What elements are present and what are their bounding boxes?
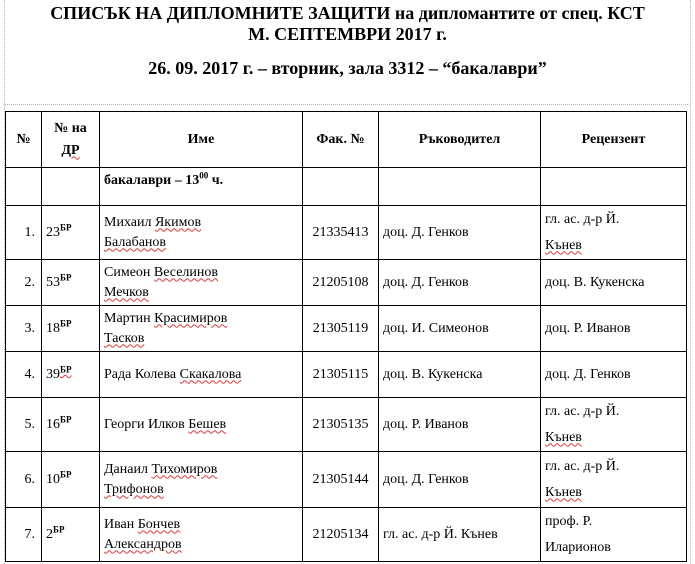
- table-row: [6, 306, 687, 352]
- row-reviewer-line2: Кънев: [545, 429, 582, 445]
- row-name-last: Тасков: [104, 330, 145, 346]
- row-name-first: Данаил: [104, 461, 148, 477]
- row-supervisor: доц. Р. Иванов: [379, 398, 541, 452]
- row-reviewer-line1: гл. ас. д-р Й.: [545, 211, 620, 227]
- row-name: [100, 352, 303, 398]
- group-cell-empty: [303, 168, 379, 206]
- table-row: [6, 352, 687, 398]
- row-reviewer: [541, 352, 687, 398]
- row-dr-suffix: БР: [60, 413, 72, 424]
- header-session: 26. 09. 2017 г. – вторник, зала 3312 – “бакалаври”: [148, 58, 547, 78]
- row-reviewer-line2: Иларионов: [545, 539, 611, 555]
- table-row: [6, 206, 687, 260]
- row-name: [100, 206, 303, 260]
- row-reviewer-line1: доц. Р. Иванов: [545, 320, 631, 336]
- row-name: [100, 452, 303, 508]
- row-fac-number: 21305119: [303, 306, 379, 352]
- group-cell-empty: [42, 168, 100, 206]
- col-header-dr-line2: ДР: [61, 142, 80, 158]
- row-number: 1.: [6, 206, 42, 260]
- row-dr: [42, 398, 100, 452]
- row-dr-value: 10: [46, 471, 60, 487]
- group-time-sup: 00: [199, 170, 209, 181]
- row-name-first: Мартин: [104, 310, 151, 326]
- row-fac-number: 21305144: [303, 452, 379, 508]
- row-fac-number: 21305135: [303, 398, 379, 452]
- row-reviewer: [541, 508, 687, 562]
- col-header-name: Име: [100, 112, 303, 168]
- row-dr: [42, 452, 100, 508]
- row-dr-value: 2: [46, 526, 53, 542]
- row-reviewer: [541, 398, 687, 452]
- row-name-last: Мечков: [104, 284, 149, 300]
- document-header: [0, 3, 695, 79]
- row-name: [100, 508, 303, 562]
- col-header-dr: [42, 112, 100, 168]
- row-name-first: Михаил: [104, 214, 152, 230]
- header-title: СПИСЪК НА ДИПЛОМНИТЕ ЗАЩИТИ на дипломантите от спец. КСТ: [50, 3, 645, 23]
- group-cell-empty: [541, 168, 687, 206]
- row-dr-suffix: БР: [53, 523, 65, 534]
- row-reviewer: [541, 206, 687, 260]
- col-header-num: №: [6, 112, 42, 168]
- row-name-last: Трифонов: [104, 481, 164, 497]
- row-number: 3.: [6, 306, 42, 352]
- row-name-middle: Скакалова: [179, 366, 242, 382]
- row-name-middle: Веселинов: [153, 264, 218, 280]
- group-label-text: бакалаври – 13: [104, 173, 200, 188]
- row-fac-number: 21335413: [303, 206, 379, 260]
- row-reviewer: [541, 452, 687, 508]
- table-row: [6, 398, 687, 452]
- row-dr-suffix: БР: [60, 317, 72, 328]
- header-month: М. СЕПТЕМВРИ 2017 г.: [248, 24, 447, 44]
- row-dr-value: 23: [46, 224, 60, 240]
- col-header-dr-line1: № на: [54, 120, 87, 136]
- group-row: [6, 168, 687, 206]
- row-reviewer-line1: доц. В. Кукенска: [545, 274, 645, 290]
- row-name-first: Рада Колева: [104, 366, 177, 382]
- row-name-middle: Бончев: [137, 516, 181, 532]
- row-dr-suffix: БР: [60, 363, 72, 374]
- row-dr-suffix: БР: [60, 468, 72, 479]
- row-name-last: Балабанов: [104, 234, 167, 250]
- row-name: [100, 260, 303, 306]
- row-fac-number: 21205108: [303, 260, 379, 306]
- table-row: [6, 452, 687, 508]
- row-name: [100, 306, 303, 352]
- row-dr-value: 16: [46, 416, 60, 432]
- defense-table: [5, 111, 687, 562]
- row-dr-value: 53: [46, 274, 60, 290]
- page-frame-right: [690, 0, 691, 564]
- row-name-first: Иван: [104, 516, 135, 532]
- table-row: [6, 508, 687, 562]
- row-dr: [42, 508, 100, 562]
- row-name-last: Александров: [104, 536, 182, 552]
- row-dr-suffix: БР: [60, 271, 72, 282]
- col-header-fac: Фак. №: [303, 112, 379, 168]
- group-cell-empty: [6, 168, 42, 206]
- row-reviewer-line1: гл. ас. д-р Й.: [545, 403, 620, 419]
- row-supervisor: доц. В. Кукенска: [379, 352, 541, 398]
- row-fac-number: 21305115: [303, 352, 379, 398]
- row-reviewer-line1: гл. ас. д-р Й.: [545, 458, 620, 474]
- row-number: 7.: [6, 508, 42, 562]
- row-name-middle: Красимиров: [154, 310, 228, 326]
- row-fac-number: 21205134: [303, 508, 379, 562]
- table-header-row: [6, 112, 687, 168]
- row-supervisor: гл. ас. д-р Й. Кънев: [379, 508, 541, 562]
- row-name: [100, 398, 303, 452]
- col-header-supervisor: Ръководител: [379, 112, 541, 168]
- row-name-first: Симеон: [104, 264, 151, 280]
- row-reviewer-line1: проф. Р.: [545, 513, 593, 529]
- row-number: 2.: [6, 260, 42, 306]
- row-dr: [42, 352, 100, 398]
- row-reviewer: [541, 306, 687, 352]
- row-dr: [42, 260, 100, 306]
- row-reviewer: [541, 260, 687, 306]
- row-dr: [42, 206, 100, 260]
- group-label: [100, 168, 303, 206]
- row-number: 5.: [6, 398, 42, 452]
- row-name-middle: Бешев: [188, 416, 227, 432]
- row-dr: [42, 306, 100, 352]
- row-number: 4.: [6, 352, 42, 398]
- row-reviewer-line2: Кънев: [545, 484, 582, 500]
- row-supervisor: доц. Д. Генков: [379, 452, 541, 508]
- row-reviewer-line2: Кънев: [545, 237, 582, 253]
- col-header-reviewer: Рецензент: [541, 112, 687, 168]
- row-supervisor: доц. И. Симеонов: [379, 306, 541, 352]
- row-name-middle: Якимов: [154, 214, 202, 230]
- row-dr-value: 39: [46, 366, 60, 382]
- row-supervisor: доц. Д. Генков: [379, 260, 541, 306]
- group-label-suffix: ч.: [208, 173, 224, 188]
- row-number: 6.: [6, 452, 42, 508]
- row-supervisor: доц. Д. Генков: [379, 206, 541, 260]
- row-name-middle: Тихомиров: [151, 461, 218, 477]
- row-reviewer-line1: доц. Д. Генков: [545, 366, 631, 382]
- row-name-first: Георги Илков: [104, 416, 185, 432]
- page-frame-top: [4, 104, 690, 105]
- group-cell-empty: [379, 168, 541, 206]
- row-dr-suffix: БР: [60, 221, 72, 232]
- table-row: [6, 260, 687, 306]
- row-dr-value: 18: [46, 320, 60, 336]
